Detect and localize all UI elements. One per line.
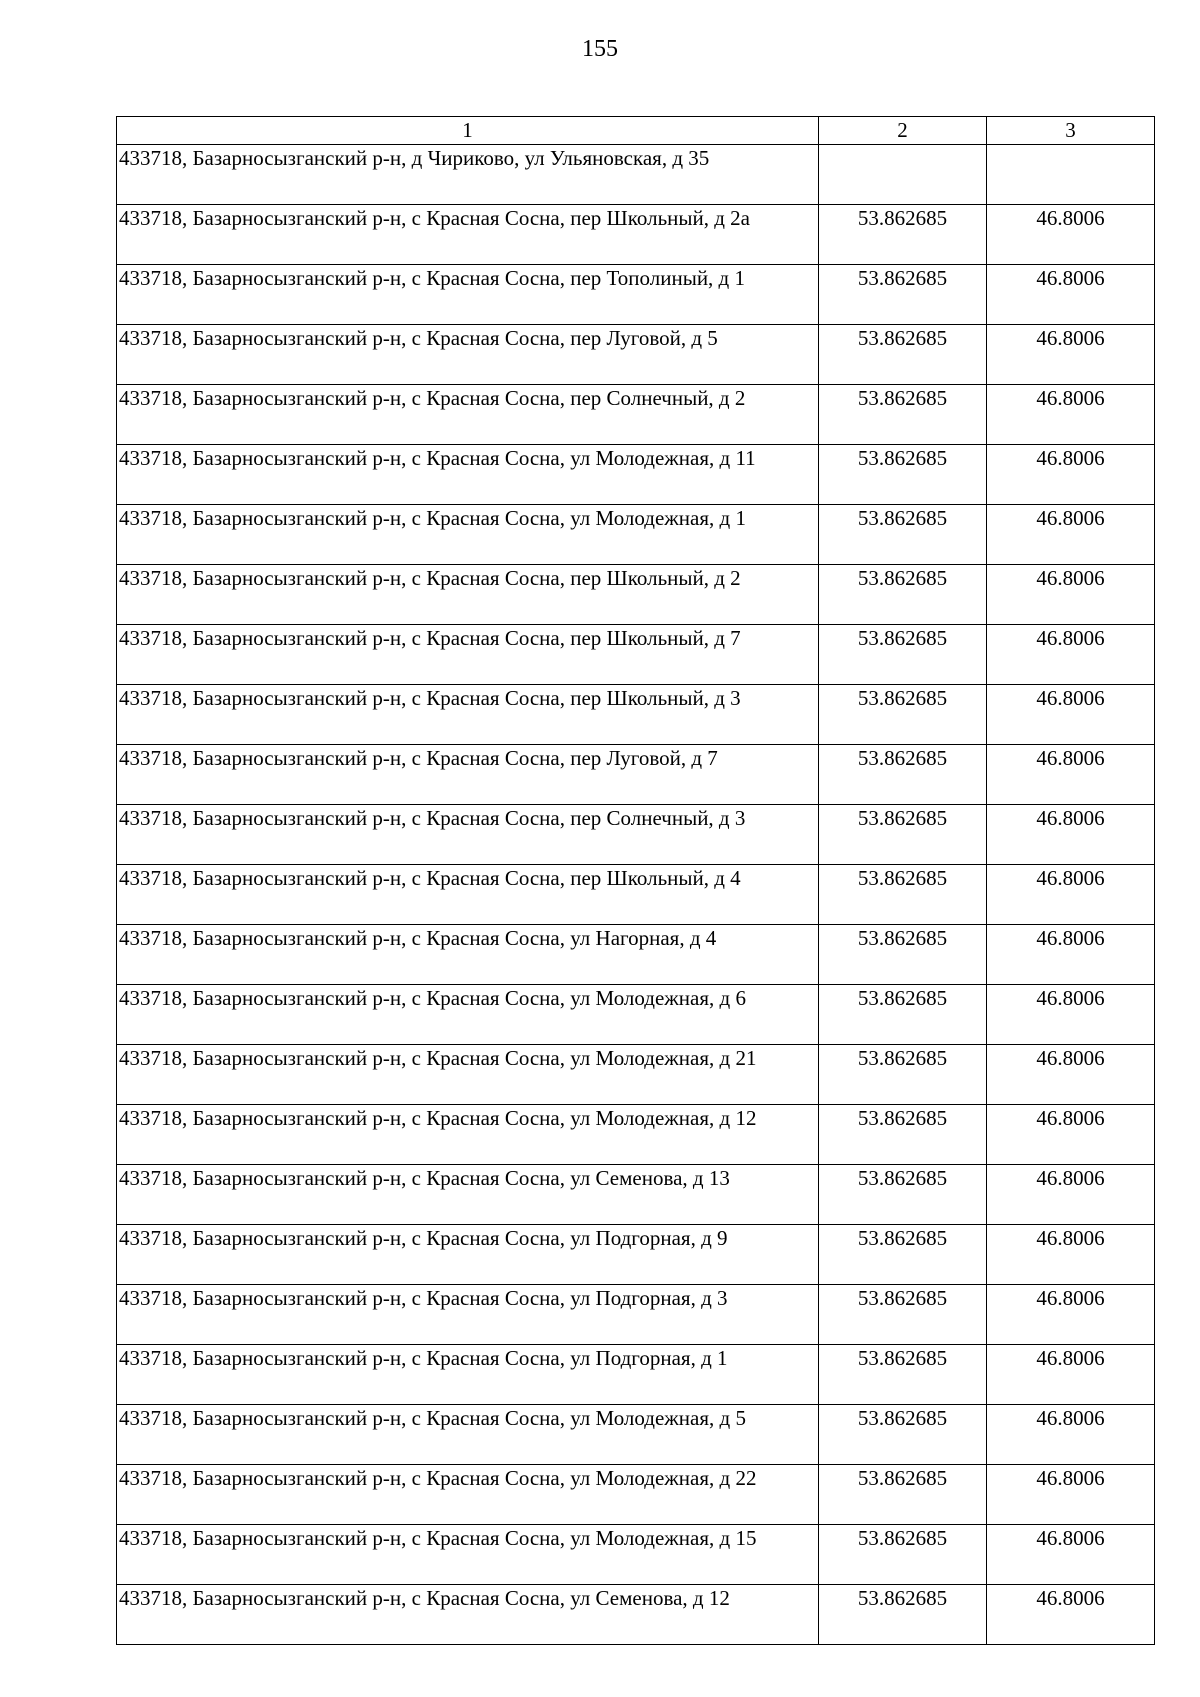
- column-header-1: 1: [117, 117, 819, 145]
- longitude-cell: 46.8006: [987, 1165, 1155, 1225]
- table-row: [117, 1225, 1155, 1285]
- latitude-cell: 53.862685: [819, 1045, 987, 1105]
- latitude-cell: 53.862685: [819, 745, 987, 805]
- table-row: [117, 925, 1155, 985]
- address-cell: 433718, Базарносызганский р-н, с Красная Сосна, ул Молодежная, д 11: [117, 445, 819, 505]
- longitude-cell: 46.8006: [987, 985, 1155, 1045]
- longitude-cell: 46.8006: [987, 1045, 1155, 1105]
- table-row: [117, 805, 1155, 865]
- address-cell: 433718, Базарносызганский р-н, с Красная Сосна, ул Подгорная, д 3: [117, 1285, 819, 1345]
- address-cell: 433718, Базарносызганский р-н, с Красная Сосна, ул Нагорная, д 4: [117, 925, 819, 985]
- table-row: [117, 1405, 1155, 1465]
- address-cell: 433718, Базарносызганский р-н, с Красная Сосна, ул Молодежная, д 5: [117, 1405, 819, 1465]
- table-header: [117, 117, 1155, 145]
- longitude-cell: 46.8006: [987, 865, 1155, 925]
- latitude-cell: 53.862685: [819, 385, 987, 445]
- latitude-cell: 53.862685: [819, 505, 987, 565]
- table-body: [117, 145, 1155, 1645]
- address-cell: 433718, Базарносызганский р-н, с Красная Сосна, пер Школьный, д 3: [117, 685, 819, 745]
- latitude-cell: 53.862685: [819, 1465, 987, 1525]
- address-cell: 433718, Базарносызганский р-н, с Красная Сосна, ул Подгорная, д 1: [117, 1345, 819, 1405]
- latitude-cell: 53.862685: [819, 1585, 987, 1645]
- address-cell: 433718, Базарносызганский р-н, с Красная Сосна, пер Луговой, д 7: [117, 745, 819, 805]
- latitude-cell: 53.862685: [819, 205, 987, 265]
- table-row: [117, 1525, 1155, 1585]
- latitude-cell: 53.862685: [819, 685, 987, 745]
- longitude-cell: 46.8006: [987, 1345, 1155, 1405]
- longitude-cell: 46.8006: [987, 1285, 1155, 1345]
- table-row: [117, 205, 1155, 265]
- table-row: [117, 325, 1155, 385]
- longitude-cell: 46.8006: [987, 1105, 1155, 1165]
- latitude-cell: 53.862685: [819, 1225, 987, 1285]
- table-row: [117, 745, 1155, 805]
- longitude-cell: 46.8006: [987, 685, 1155, 745]
- longitude-cell: 46.8006: [987, 745, 1155, 805]
- longitude-cell: 46.8006: [987, 205, 1155, 265]
- longitude-cell: 46.8006: [987, 925, 1155, 985]
- table-row: [117, 625, 1155, 685]
- latitude-cell: 53.862685: [819, 1345, 987, 1405]
- table-row: [117, 1165, 1155, 1225]
- longitude-cell: 46.8006: [987, 565, 1155, 625]
- table-row: [117, 565, 1155, 625]
- table-row: [117, 865, 1155, 925]
- table-row: [117, 685, 1155, 745]
- table-row: [117, 1045, 1155, 1105]
- table-row: [117, 985, 1155, 1045]
- latitude-cell: 53.862685: [819, 1165, 987, 1225]
- longitude-cell: 46.8006: [987, 445, 1155, 505]
- latitude-cell: 53.862685: [819, 565, 987, 625]
- address-cell: 433718, Базарносызганский р-н, с Красная Сосна, ул Семенова, д 12: [117, 1585, 819, 1645]
- table-row: [117, 1105, 1155, 1165]
- table-row: [117, 265, 1155, 325]
- longitude-cell: 46.8006: [987, 1405, 1155, 1465]
- longitude-cell: [987, 145, 1155, 205]
- longitude-cell: 46.8006: [987, 265, 1155, 325]
- longitude-cell: 46.8006: [987, 1585, 1155, 1645]
- page-number: 155: [582, 36, 618, 62]
- table-row: [117, 1345, 1155, 1405]
- latitude-cell: 53.862685: [819, 445, 987, 505]
- longitude-cell: 46.8006: [987, 1525, 1155, 1585]
- address-cell: 433718, Базарносызганский р-н, с Красная Сосна, пер Солнечный, д 2: [117, 385, 819, 445]
- latitude-cell: 53.862685: [819, 1525, 987, 1585]
- latitude-cell: 53.862685: [819, 265, 987, 325]
- column-header-3: 3: [987, 117, 1155, 145]
- address-cell: 433718, Базарносызганский р-н, с Красная Сосна, пер Школьный, д 7: [117, 625, 819, 685]
- latitude-cell: 53.862685: [819, 1405, 987, 1465]
- table-row: [117, 1285, 1155, 1345]
- address-cell: 433718, Базарносызганский р-н, д Чириково, ул Ульяновская, д 35: [117, 145, 819, 205]
- latitude-cell: 53.862685: [819, 1105, 987, 1165]
- address-cell: 433718, Базарносызганский р-н, с Красная Сосна, пер Луговой, д 5: [117, 325, 819, 385]
- address-cell: 433718, Базарносызганский р-н, с Красная Сосна, пер Солнечный, д 3: [117, 805, 819, 865]
- longitude-cell: 46.8006: [987, 625, 1155, 685]
- table-row: [117, 1465, 1155, 1525]
- latitude-cell: 53.862685: [819, 1285, 987, 1345]
- latitude-cell: [819, 145, 987, 205]
- address-cell: 433718, Базарносызганский р-н, с Красная Сосна, ул Молодежная, д 22: [117, 1465, 819, 1525]
- latitude-cell: 53.862685: [819, 325, 987, 385]
- address-cell: 433718, Базарносызганский р-н, с Красная Сосна, ул Семенова, д 13: [117, 1165, 819, 1225]
- longitude-cell: 46.8006: [987, 805, 1155, 865]
- address-coordinates-table: [116, 116, 1155, 1645]
- address-cell: 433718, Базарносызганский р-н, с Красная Сосна, пер Школьный, д 4: [117, 865, 819, 925]
- latitude-cell: 53.862685: [819, 805, 987, 865]
- table-row: [117, 385, 1155, 445]
- table-row: [117, 505, 1155, 565]
- table-row: [117, 1585, 1155, 1645]
- latitude-cell: 53.862685: [819, 985, 987, 1045]
- latitude-cell: 53.862685: [819, 625, 987, 685]
- address-cell: 433718, Базарносызганский р-н, с Красная Сосна, ул Молодежная, д 6: [117, 985, 819, 1045]
- header-row: [117, 117, 1155, 145]
- table-row: [117, 145, 1155, 205]
- address-cell: 433718, Базарносызганский р-н, с Красная Сосна, ул Молодежная, д 12: [117, 1105, 819, 1165]
- longitude-cell: 46.8006: [987, 325, 1155, 385]
- latitude-cell: 53.862685: [819, 865, 987, 925]
- table-row: [117, 445, 1155, 505]
- address-cell: 433718, Базарносызганский р-н, с Красная Сосна, ул Молодежная, д 1: [117, 505, 819, 565]
- column-header-2: 2: [819, 117, 987, 145]
- address-cell: 433718, Базарносызганский р-н, с Красная Сосна, пер Школьный, д 2: [117, 565, 819, 625]
- address-cell: 433718, Базарносызганский р-н, с Красная Сосна, ул Подгорная, д 9: [117, 1225, 819, 1285]
- address-cell: 433718, Базарносызганский р-н, с Красная Сосна, пер Школьный, д 2а: [117, 205, 819, 265]
- longitude-cell: 46.8006: [987, 1225, 1155, 1285]
- latitude-cell: 53.862685: [819, 925, 987, 985]
- address-cell: 433718, Базарносызганский р-н, с Красная Сосна, пер Тополиный, д 1: [117, 265, 819, 325]
- longitude-cell: 46.8006: [987, 1465, 1155, 1525]
- longitude-cell: 46.8006: [987, 385, 1155, 445]
- longitude-cell: 46.8006: [987, 505, 1155, 565]
- address-cell: 433718, Базарносызганский р-н, с Красная Сосна, ул Молодежная, д 15: [117, 1525, 819, 1585]
- address-cell: 433718, Базарносызганский р-н, с Красная Сосна, ул Молодежная, д 21: [117, 1045, 819, 1105]
